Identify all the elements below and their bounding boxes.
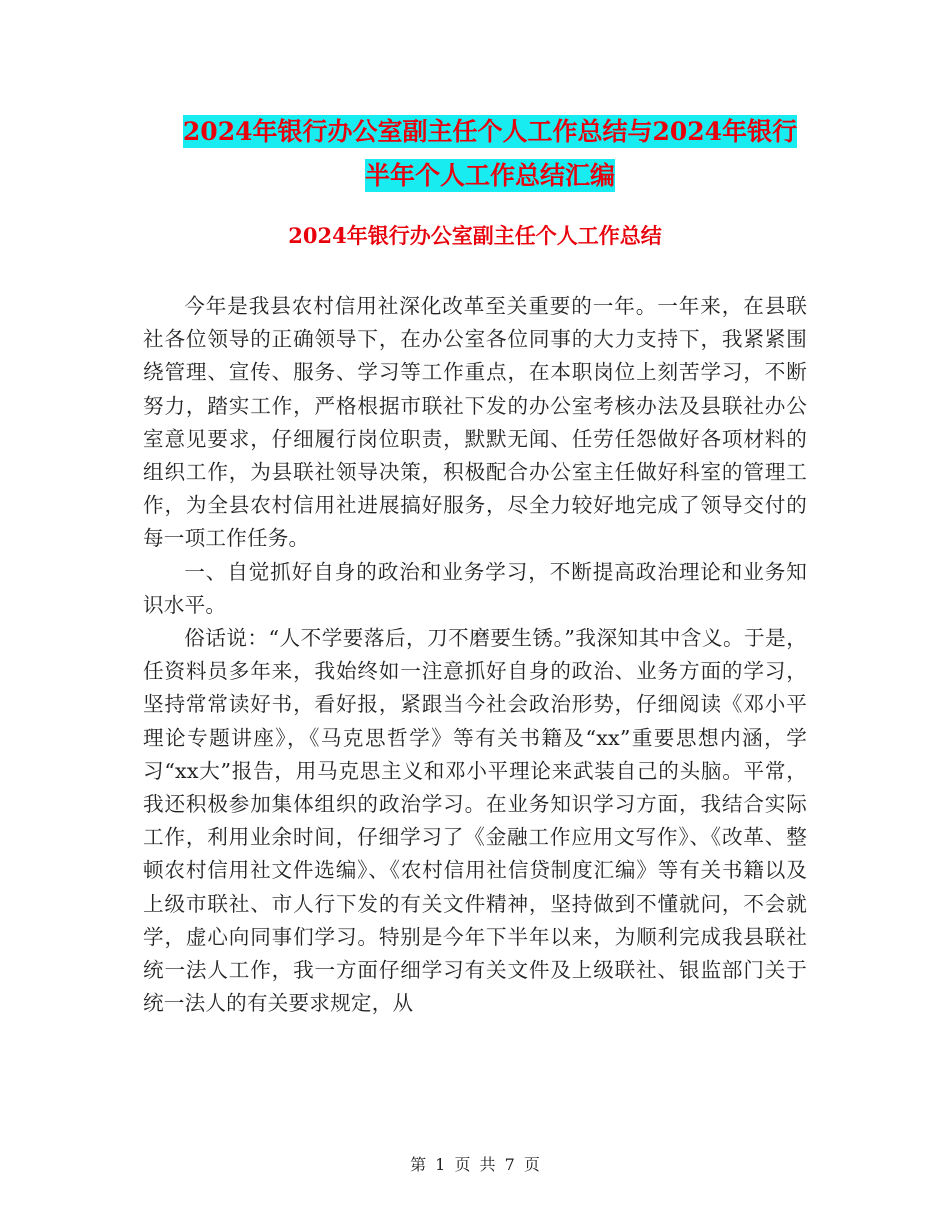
paragraph: 今年是我县农村信用社深化改革至关重要的一年。一年来，在县联社各位领导的正确领导下，在办公室各位同事的大力支持下，我紧紧围绕管理、宣传、服务、学习等工作重点，在本职岗位上刻苦学习，不断努力，踏实工作，严格根据市联社下发的办公室考核办法及县联社办公室意见要求，仔细履行岗位职责，默默无闻、任劳任怨做好各项材料的组织工作，为县联社领导决策，积极配合办公室主任做好科室的管理工作，为全县农村信用社进展搞好服务，尽全力较好地完成了领导交付的每一项工作任务。 (143, 294, 807, 551)
document-title-line1: 2024年银行办公室副主任个人工作总结与2024年银行 (182, 117, 798, 146)
page-footer: 第 1 页 共 7 页 (410, 1155, 540, 1174)
section-title: 2024年银行办公室副主任个人工作总结 (288, 223, 662, 248)
paragraph: 一、自觉抓好自身的政治和业务学习，不断提高政治理论和业务知识水平。 (143, 559, 807, 617)
document-title (140, 110, 840, 198)
document-body (143, 290, 807, 1020)
document-title-line2: 半年个人工作总结汇编 (364, 161, 615, 190)
paragraph: 俗话说：“人不学要落后，刀不磨要生锈。”我深知其中含义。于是，任资料员多年来，我始终如一注意抓好自身的政治、业务方面的学习，坚持常常读好书，看好报，紧跟当今社会政治形势，仔细阅读《邓小平理论专题讲座》，《马克思哲学》等有关书籍及“xx”重要思想内涵，学习“xx大”报告，用马克思主义和邓小平理论来武装自己的头脑。平常，我还积极参加集体组织的政治学习。在业务知识学习方面，我结合实际工作，利用业余时间，仔细学习了《金融工作应用文写作》、《改革、整顿农村信用社文件选编》、《农村信用社信贷制度汇编》等有关书籍以及上级市联社、市人行下发的有关文件精神，坚持做到不懂就问，不会就学，虚心向同事们学习。特别是今年下半年以来，为顺利完成我县联社统一法人工作，我一方面仔细学习有关文件及上级联社、银监部门关于统一法人的有关要求规定，从 (143, 626, 807, 1016)
